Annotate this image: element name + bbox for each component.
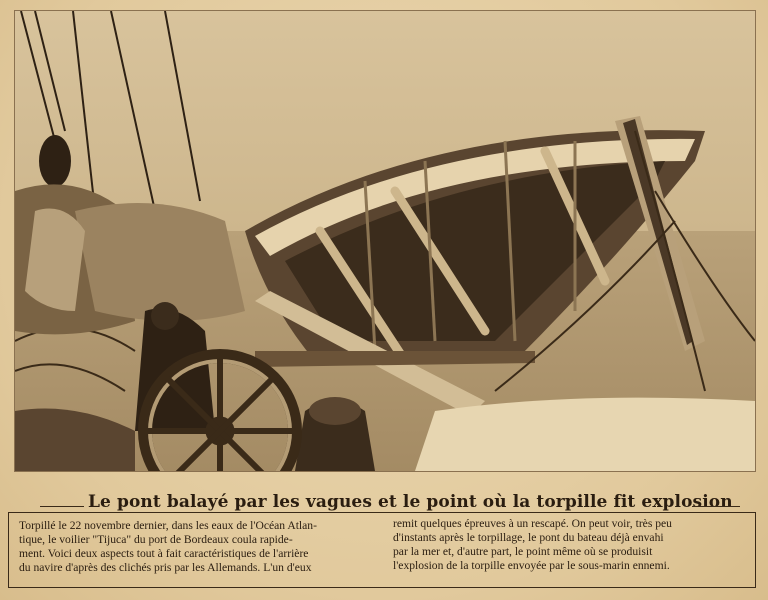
pulley-block <box>39 135 71 187</box>
shipwreck-photograph <box>14 10 756 472</box>
caption-title: Le pont balayé par les vagues et le point où la torpille fit explosion <box>88 492 733 512</box>
caption-line: du navire d'après des clichés pris par les Allemands. L'un d'eux <box>19 561 312 574</box>
caption-column-left <box>19 519 387 575</box>
caption-line: par la mer et, d'autre part, le point même où se produisit <box>393 545 653 558</box>
caption-line: ment. Voici deux aspects tout à fait caractéristiques de l'arrière <box>19 547 309 560</box>
caption-line: d'instants après le torpillage, le pont du bateau déjà envahi <box>393 531 664 544</box>
caption-line: tique, le voilier "Tijuca" du port de Bordeaux coula rapide- <box>19 533 293 546</box>
caption-line: remit quelques épreuves à un rescapé. On peut voir, très peu <box>393 517 672 530</box>
title-rule-right <box>692 506 740 507</box>
photo-illustration <box>15 11 755 471</box>
title-rule-left <box>40 506 84 507</box>
caption-column-right <box>393 517 745 573</box>
caption-box <box>8 512 756 588</box>
caption-line: l'explosion de la torpille envoyée par le sous-marin ennemi. <box>393 559 670 572</box>
caption-line: Torpillé le 22 novembre dernier, dans les eaux de l'Océan Atlan- <box>19 519 317 532</box>
washed-deck <box>415 398 755 471</box>
